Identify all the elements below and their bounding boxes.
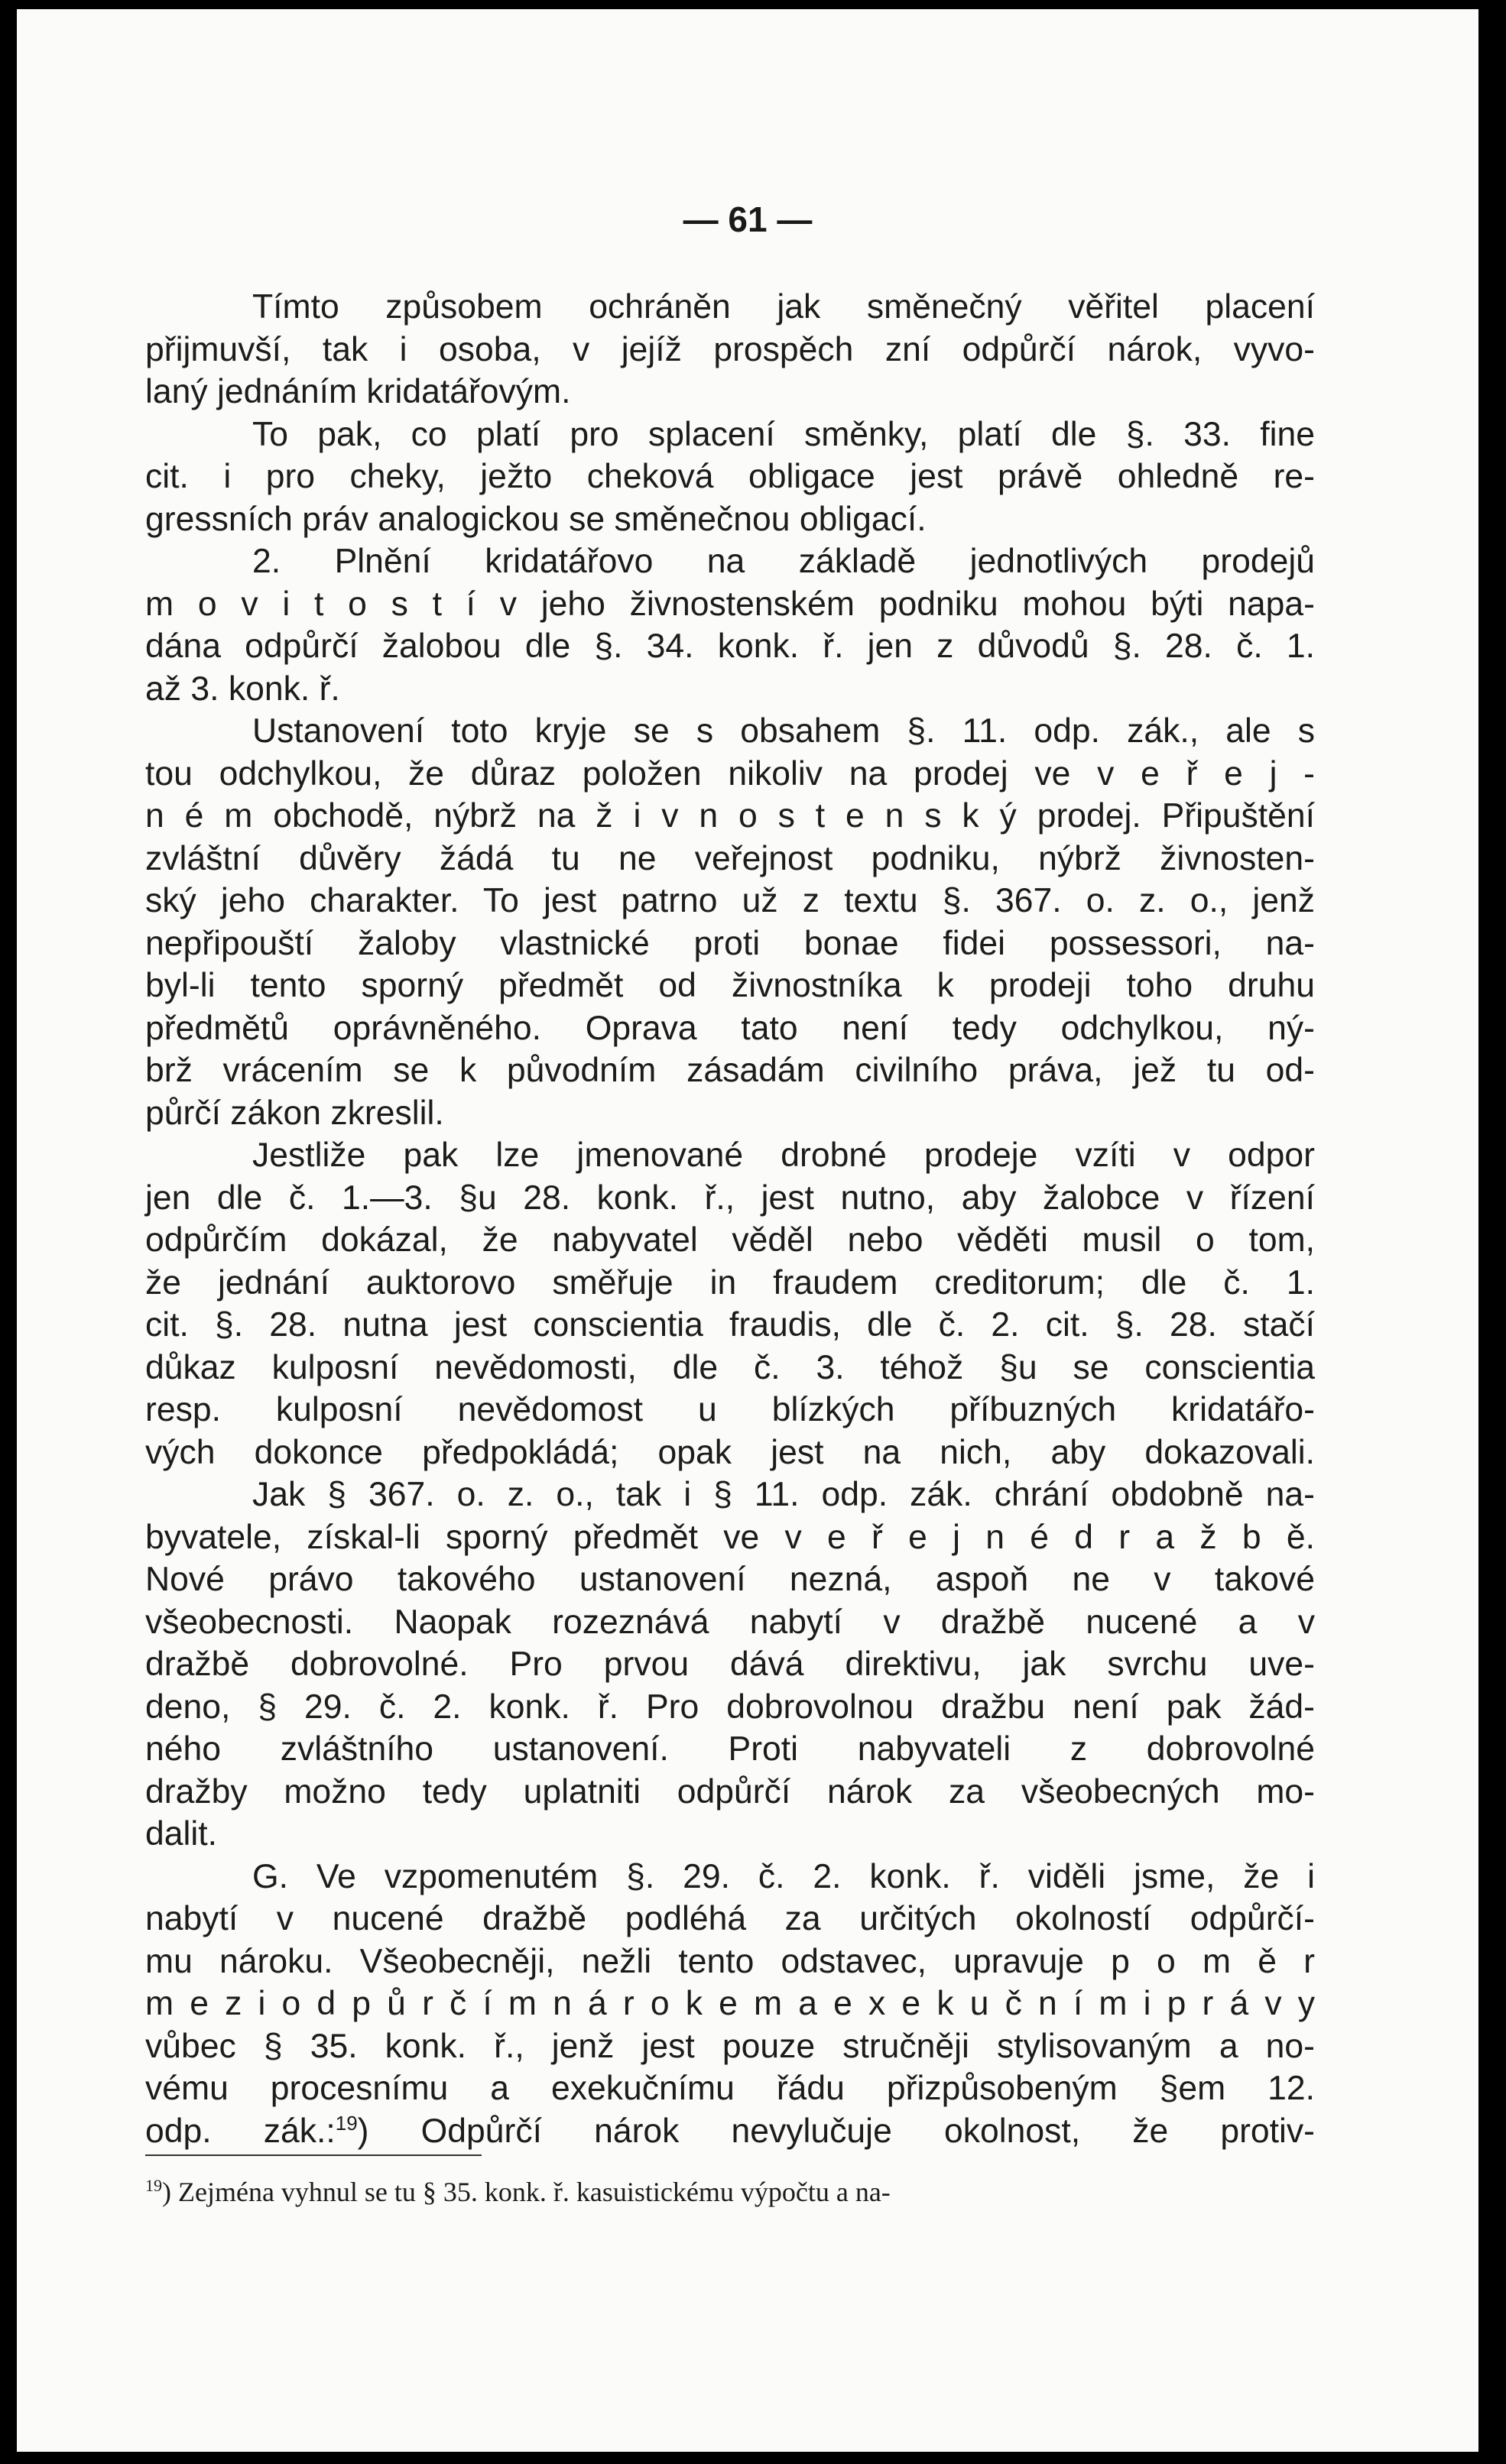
text-line: Jestliže pak lze jmenované drobné prodeje vzíti v odpor [252,1136,1315,1174]
text-line: vůbec § 35. konk. ř., jenž jest pouze stručněji stylisovaným a no- [145,2027,1315,2065]
text-line: To pak, co platí pro splacení směnky, platí dle §. 33. fine [252,415,1315,453]
text-line: ného zvláštního ustanovení. Proti nabyvateli z dobrovolné [145,1730,1315,1768]
text-line: dražby možno tedy uplatniti odpůrčí nárok za všeobecných mo- [145,1772,1315,1811]
footnote-mark: 19 [145,2176,162,2195]
text-line: byl-li tento sporný předmět od živnostníka k prodeji toho druhu [145,967,1315,1004]
text-line: laný jednáním kridatářovým. [145,373,571,410]
text-line: vému procesnímu a exekučnímu řádu přizpůsobeným §em 12. [145,2070,1315,2107]
last-line-before: odp. zák.: [145,2112,336,2150]
text-line: deno, § 29. č. 2. konk. ř. Pro dobrovolnou dražbu není pak žád- [145,1688,1315,1726]
footnote [145,2169,1315,2209]
text-line: půrčí zákon zkreslil. [145,1094,444,1132]
text-line: Tímto způsobem ochráněn jak směnečný věřitel placení [252,288,1315,326]
text-line: mu nároku. Všeobecněji, nežli tento odstavec, upravuje p o m ě r [145,1942,1315,1980]
footnote-text: ) Zejména vyhnul se tu § 35. konk. ř. kasuistickému výpočtu a na- [162,2177,891,2207]
text-line: Ustanovení toto kryje se s obsahem §. 11. odp. zák., ale s [252,712,1315,750]
text-line: nepřipouští žaloby vlastnické proti bonae fidei possessori, na- [145,924,1315,962]
text-line: Jak § 367. o. z. o., tak i § 11. odp. zák. chrání obdobně na- [252,1476,1315,1513]
text-line: cit. §. 28. nutna jest conscientia fraudis, dle č. 2. cit. §. 28. stačí [145,1306,1315,1344]
text-line: přijmuvší, tak i osoba, v jejíž prospěch zní odpůrčí nárok, vyvo- [145,330,1315,368]
footnote-divider [145,2154,482,2156]
text-line: dražbě dobrovolné. Pro prvou dává direktivu, jak svrchu uve- [145,1645,1315,1683]
footnote-reference[interactable]: 19 [335,2111,358,2135]
text-line: 2. Plnění kridatářovo na základě jednotlivých prodejů [252,543,1315,580]
text-line: odpůrčím dokázal, že nabyvatel věděl nebo věděti musil o tom, [145,1221,1315,1259]
text-line: byvatele, získal-li sporný předmět ve v e ř e j n é d r a ž b ě. [145,1518,1315,1556]
page-number [17,199,1478,240]
text-line: cit. i pro cheky, ježto cheková obligace jest právě ohledně re- [145,458,1315,495]
page-number-text: — 61 — [683,199,813,239]
text-line: předmětů oprávněného. Oprava tato není tedy odchylkou, ný- [145,1009,1315,1047]
last-line-after: ) Odpůrčí nárok nevylučuje okolnost, že protiv- [357,2112,1316,2150]
text-line: Nové právo takového ustanovení nezná, aspoň ne v takové [145,1561,1315,1598]
text-line: dalit. [145,1815,217,1853]
text-line: ský jeho charakter. To jest patrno už z textu §. 367. o. z. o., jenž [145,882,1315,919]
text-line-last [145,2110,1315,2153]
text-line: zvláštní důvěry žádá tu ne veřejnost podniku, nýbrž živnosten- [145,839,1315,877]
body-text [145,286,1315,2152]
text-line: nabytí v nucené dražbě podléhá za určitých okolností odpůrčí- [145,1900,1315,1937]
text-line: důkaz kulposní nevědomosti, dle č. 3. téhož §u se conscientia [145,1348,1315,1386]
text-line: G. Ve vzpomenutém §. 29. č. 2. konk. ř. viděli jsme, že i [252,1857,1315,1895]
text-line: m o v i t o s t í v jeho živnostenském podniku mohou býti napa- [145,585,1315,623]
text-line: až 3. konk. ř. [145,669,340,708]
text-line: jen dle č. 1.—3. §u 28. konk. ř., jest nutno, aby žalobce v řízení [145,1179,1315,1217]
book-page [17,9,1478,2452]
text-line: tou odchylkou, že důraz položen nikoliv na prodej ve v e ř e j - [145,754,1315,793]
text-line: dána odpůrčí žalobou dle §. 34. konk. ř. jen z důvodů §. 28. č. 1. [145,627,1315,665]
text-line: n é m obchodě, nýbrž na ž i v n o s t e n s k ý prodej. Připuštění [145,797,1315,835]
text-line: vých dokonce předpokládá; opak jest na nich, aby dokazovali. [145,1433,1315,1471]
text-line: brž vrácením se k původním zásadám civilního práva, jež tu od- [145,1052,1315,1089]
text-line: všeobecnosti. Naopak rozeznává nabytí v dražbě nucené a v [145,1603,1315,1641]
text-line: gressních práv analogickou se směnečnou obligací. [145,500,927,538]
text-line: že jednání auktorovo směřuje in fraudem creditorum; dle č. 1. [145,1263,1315,1302]
text-line: resp. kulposní nevědomost u blízkých příbuzných kridatářo- [145,1391,1315,1428]
text-line: m e z i o d p ů r č í m n á r o k e m a e x e k u č n í m i p r á v y [145,1985,1315,2022]
